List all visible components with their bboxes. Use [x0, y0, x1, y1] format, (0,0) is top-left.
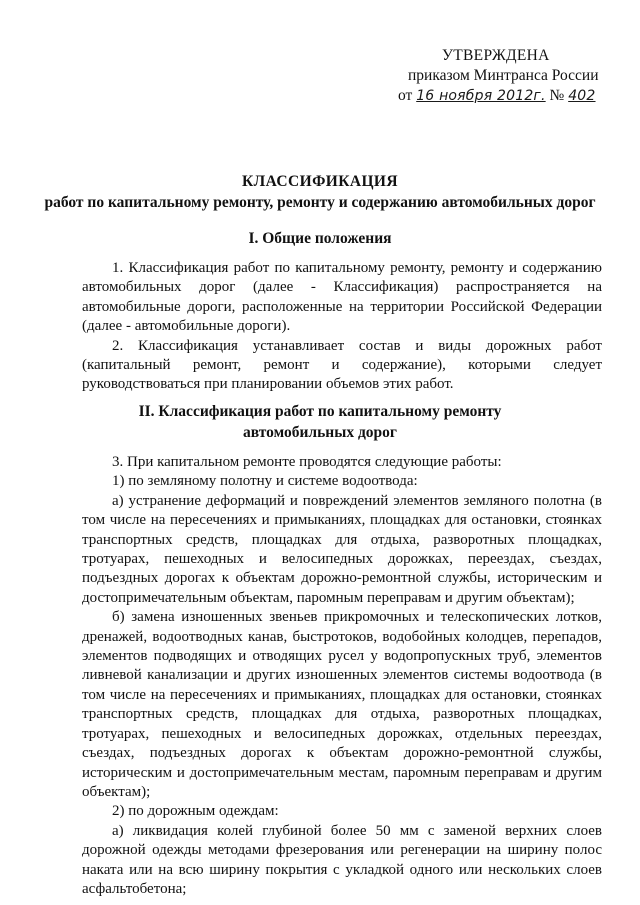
section-2-body — [82, 453, 602, 899]
from-label: от — [398, 87, 413, 104]
section-2-heading-line-2: автомобильных дорог — [243, 424, 397, 441]
approval-title: УТВЕРЖДЕНА — [442, 47, 550, 64]
handwritten-number: 402 — [568, 88, 596, 104]
approval-date-line — [398, 86, 618, 106]
paragraph: 3. При капитальном ремонте проводятся следующие работы: — [112, 454, 502, 470]
handwritten-date: 16 ноября 2012г. — [416, 88, 546, 104]
paragraph: а) ликвидация колей глубиной более 50 мм с заменой верхних слоев дорожной одежды методами фрезерования или регенерации на ширину полос наката или на всю ширину покрытия с укладкой одного или нескольких слоев асфальтобетона; — [82, 822, 602, 897]
paragraph: 1. Классификация работ по капитальному ремонту, ремонту и содержанию автомобильных дорог (далее - Классификация) распространяется на автомобильные дороги, расположенные на территории Российской Федерации (далее - автомобильные дороги). — [82, 260, 602, 335]
paragraph: 2) по дорожным одеждам: — [112, 803, 279, 820]
paragraph: 1) по земляному полотну и системе водоотвода: — [112, 473, 418, 490]
section-1-body — [82, 259, 602, 395]
paragraph: б) замена изношенных звеньев прикромочных и телескопических лотков, дренажей, водоотводных канав, быстротоков, водобойных колодцев, перепадов, элементов подводящих и отводящих русел у водопропускных труб, элементов ливневой канализации и других изношенных элементов системы водоотвода (в том числе на пересечениях и примыканиях, площадках для остановки, стоянках транспортных средств, площадках для отдыха, разворотных площадках, тротуарах, пешеходных и велосипедных дорожках, отдельных переездах, съездах, подъездных дорогах к объектам дорожно-ремонтной службы, историческим и достопримечательным местам, паромным переправам и другим объектам); — [82, 609, 602, 800]
number-label: № — [549, 87, 565, 104]
document-subtitle: работ по капитальному ремонту, ремонту и содержанию автомобильных дорог — [44, 194, 596, 211]
section-1-heading: I. Общие положения — [248, 230, 392, 247]
approval-stamp — [398, 46, 618, 106]
paragraph: а) устранение деформаций и повреждений элементов земляного полотна (в том числе на пересечениях и примыканиях, площадках для остановки, стоянках транспортных средств, площадках для отдыха, разворотных площадках, тротуарах, пешеходных и велосипедных дорожках, переездах, съездах, подъездных дорогах к объектам дорожно-ремонтной службы, историческим и достопримечательным объектам, паромным переправам и другим объектам); — [82, 492, 602, 606]
approval-order: приказом Минтранса России — [408, 67, 599, 84]
paragraph: 2. Классификация устанавливает состав и виды дорожных работ (капитальный ремонт, ремонт и содержание), которыми следует руководствоваться при планировании объемов этих работ. — [82, 337, 602, 393]
document-title: КЛАССИФИКАЦИЯ — [242, 173, 398, 190]
section-2-heading-line-1: II. Классификация работ по капитальному ремонту — [138, 403, 502, 420]
